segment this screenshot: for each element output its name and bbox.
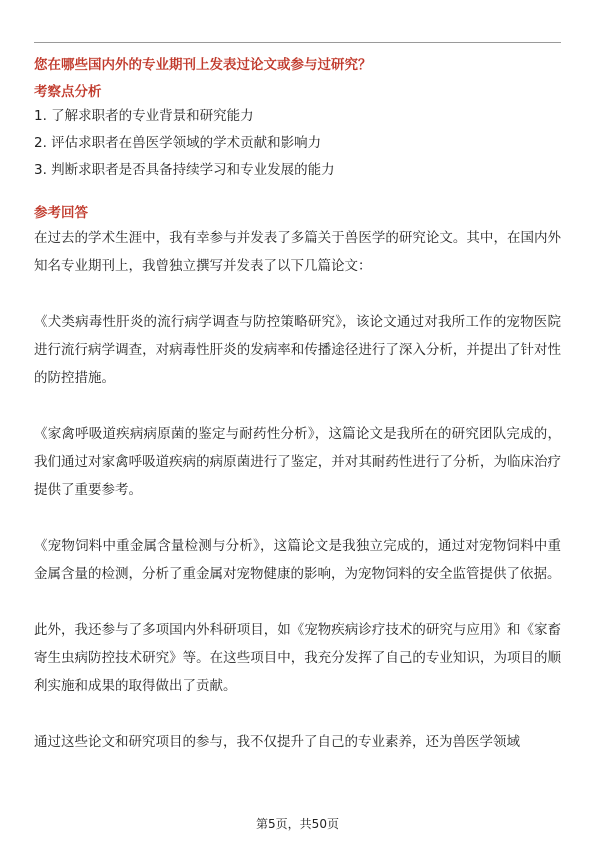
analysis-item: 3. 判断求职者是否具备持续学习和专业发展的能力 [34, 162, 335, 178]
answer-paragraph: 《犬类病毒性肝炎的流行病学调查与防控策略研究》，该论文通过对我所工作的宠物医院进行流行病学调查，对病毒性肝炎的发病率和传播途径进行了深入分析，并提出了针对性的防控措施。 [34, 314, 561, 386]
analysis-heading: 考察点分析 [34, 84, 102, 100]
question-title: 您在哪些国内外的专业期刊上发表过论文或参与过研究？ [34, 57, 372, 73]
answer-body [34, 224, 561, 784]
answer-paragraph: 在过去的学术生涯中，我有幸参与并发表了多篇关于兽医学的研究论文。其中，在国内外知名专业期刊上，我曾独立撰写并发表了以下几篇论文： [34, 230, 561, 274]
answer-paragraph: 《宠物饲料中重金属含量检测与分析》，这篇论文是我独立完成的，通过对宠物饲料中重金属含量的检测，分析了重金属对宠物健康的影响，为宠物饲料的安全监管提供了依据。 [34, 538, 561, 582]
answer-paragraph: 《家禽呼吸道疾病病原菌的鉴定与耐药性分析》，这篇论文是我所在的研究团队完成的，我们通过对家禽呼吸道疾病的病原菌进行了鉴定，并对其耐药性进行了分析，为临床治疗提供了重要参考。 [34, 426, 561, 498]
analysis-item: 1. 了解求职者的专业背景和研究能力 [34, 108, 254, 124]
answer-paragraph: 通过这些论文和研究项目的参与，我不仅提升了自己的专业素养，还为兽医学领域 [34, 734, 520, 750]
page-number: 第5页，共50页 [256, 817, 339, 831]
answer-heading: 参考回答 [34, 205, 88, 221]
analysis-list [34, 107, 335, 188]
header-divider [34, 42, 561, 43]
analysis-item: 2. 评估求职者在兽医学领域的学术贡献和影响力 [34, 135, 322, 151]
answer-paragraph: 此外，我还参与了多项国内外科研项目，如《宠物疾病诊疗技术的研究与应用》和《家畜寄生虫病防控技术研究》等。在这些项目中，我充分发挥了自己的专业知识，为项目的顺利实施和成果的取得做出了贡献。 [34, 622, 561, 694]
